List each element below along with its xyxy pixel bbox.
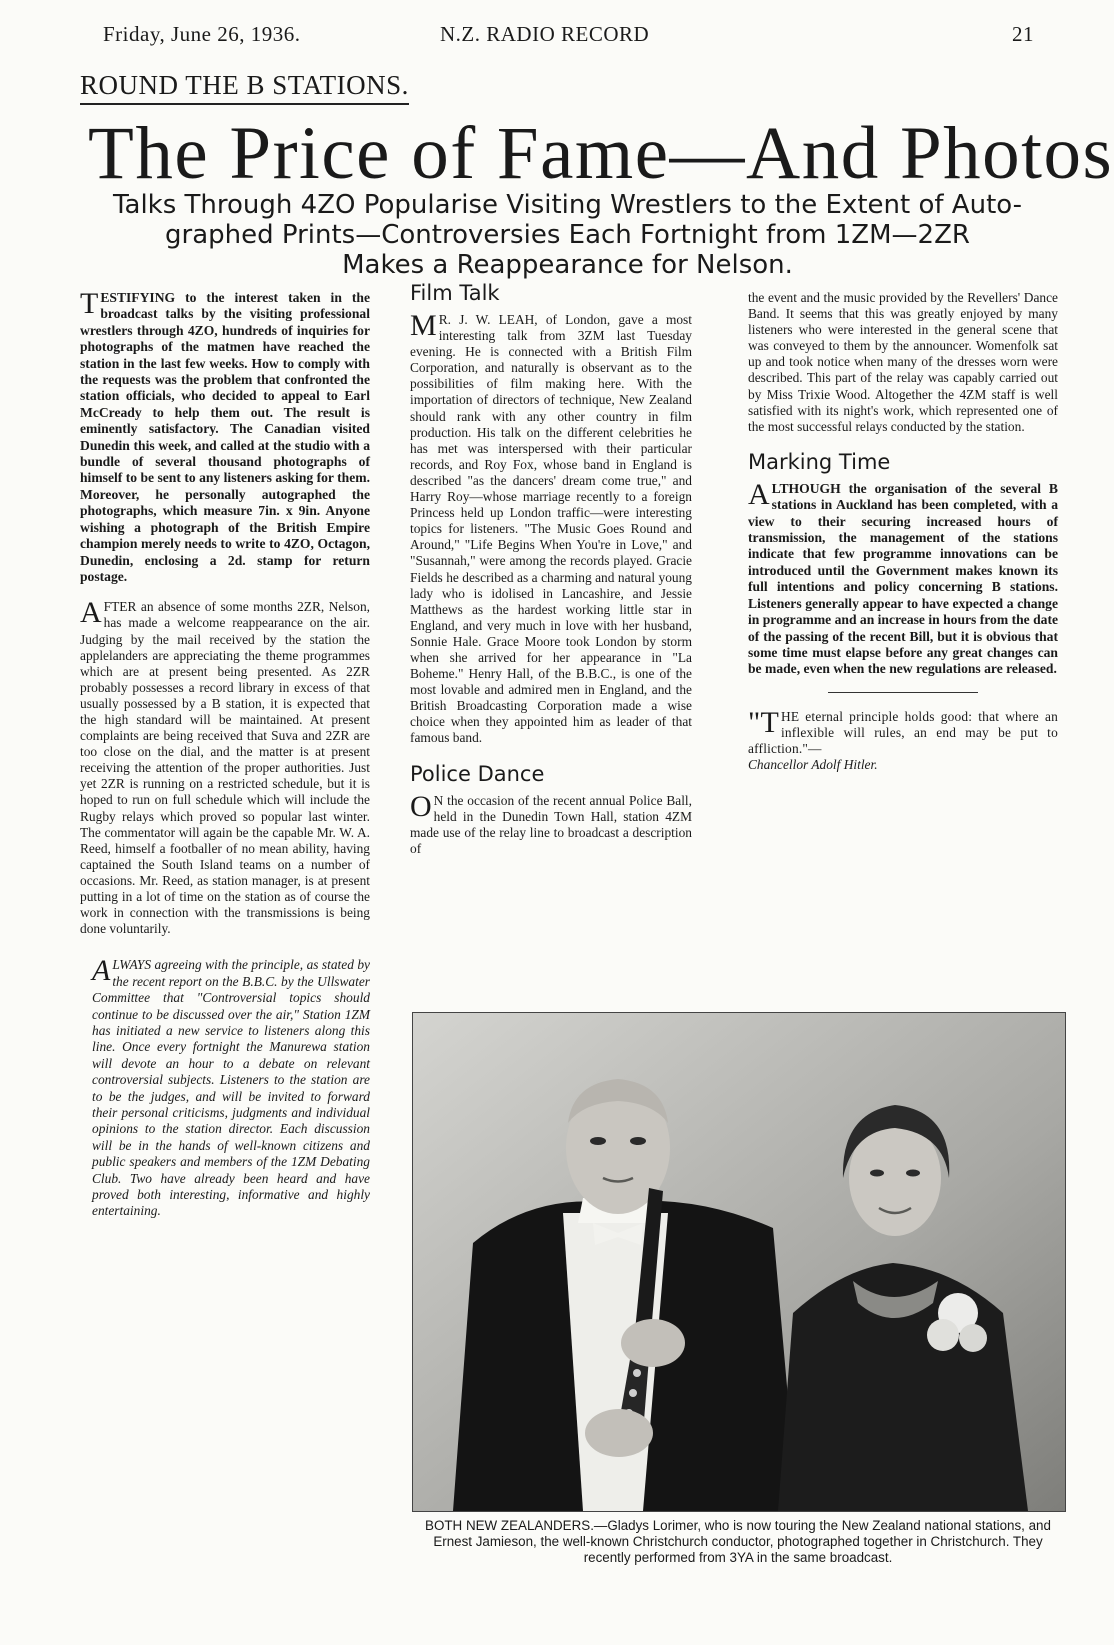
deck-line: Talks Through 4ZO Popularise Visiting Wrestlers to the Extent of Auto-	[112, 190, 1023, 220]
quote-attribution: Chancellor Adolf Hitler.	[748, 757, 878, 772]
quote-text: "THE eternal principle holds good: that where an inflexible will rules, an end may be put to affliction."—	[748, 705, 1058, 756]
issue-date: Friday, June 26, 1936.	[103, 22, 301, 46]
page-number: 21	[1012, 22, 1034, 46]
deck-line: Makes a Reappearance for Nelson.	[342, 250, 793, 280]
running-header	[0, 18, 1114, 58]
wrestlers-paragraph: TESTIFYING to the interest taken in the broadcast talks by the visiting professional wrestlers through 4ZO, hundreds of inquiries for photographs of the matmen have reached the station in the last few weeks. How to comply with the requests was the problem that confronted the station officials, who decided to appeal to Earl McCready to help them out. The result is eminently satisfactory. The Canadian visited Dunedin this week, and called at the studio with a bundle of several thousand photographs of himself to be sent to any listeners asking for them. Moreover, he personally autographed the photographs, which measure 7in. x 9in. Anyone wishing a photograph of the British Empire champion merely needs to write to 4ZO, Octagon, Dunedin, enclosing a 2d. stamp for return postage.	[80, 287, 370, 584]
nelson-paragraph: AFTER an absence of some months 2ZR, Nelson, has made a welcome reappearance on the air. Judging by the mail received by the station the applelanders are appreciating the theme programmes which are at present being presented. As 2ZR probably possesses a record library in excess of that usually possessed by a B station, it is expected that the high standard will be maintained. At present complaints are being received that Suva and 2ZR are too close on the dial, and the matter is at present receiving the attention of the proper authorities. Just yet 2ZR is running on a restricted schedule, but it is hoped to run on full schedule which will include the Rugby relays which proved so popular last winter. The commentator will again be the capable Mr. W. A. Reed, himself a footballer of no mean ability, having captained the South Island teams on a number of occasions. Mr. Reed, as station manager, is at present putting in a lot of time on the station as of course the work in connection with the transmissions is being done voluntarily.	[80, 596, 370, 937]
police-dance-continued: the event and the music provided by the Revellers' Dance Band. It seems that this was greatly enjoyed by many listeners who were interested in the general scene that was conveyed to them by the announcer. Womenfolk sat up and took notice when many of the dresses worn were described. This part of the relay was capably carried out by Miss Trixie Wood. Altogether the 4ZM staff is well satisfied with its night's work, which represented one of the most successful relays conducted by the station.	[748, 290, 1058, 434]
photograph	[412, 1012, 1066, 1512]
column-2	[410, 280, 692, 857]
photo-illustration	[413, 1013, 1065, 1511]
police-dance-paragraph: ON the occasion of the recent annual Police Ball, held in the Dunedin Town Hall, station 4ZM made use of the relay line to broadcast a description of	[410, 789, 692, 856]
masthead: N.Z. RADIO RECORD	[440, 22, 650, 46]
photo-caption: BOTH NEW ZEALANDERS.—Gladys Lorimer, who is now touring the New Zealand national stations, and Ernest Jamieson, the well-known Christchurch conductor, photographed together in Christchurch. They recently performed from 3YA in the same broadcast.	[425, 1518, 1051, 1565]
deck-line: graphed Prints—Controversies Each Fortnight from 1ZM—2ZR	[165, 220, 970, 250]
section-rule	[828, 692, 978, 693]
column-1	[80, 287, 370, 1220]
police-dance-heading: Police Dance	[410, 761, 545, 786]
debates-paragraph: ALWAYS agreeing with the principle, as stated by the recent report on the B.B.C. by the Ullswater Committee that "Controversial topics should continue to be discussed over the air," Station 1ZM has initiated a new service to listeners along this line. Once every fortnight the Manurewa station will devote an hour to a debate on relevant controversial subjects. Listeners to the station are to be the judges, and will be invited to forward their personal criticisms, judgments and individual opinions to the station director. Each discussion will be in the hands of well-known citizens and public speakers and members of the 1ZM Debating Club. Two have already been heard and have proved both interesting, informative and highly entertaining.	[92, 954, 370, 1219]
film-talk-heading: Film Talk	[410, 281, 500, 305]
film-talk-paragraph: MR. J. W. LEAH, of London, gave a most interesting talk from 3ZM last Tuesday evening. He is connected with a British Film Corporation, and naturally is observant as to the possibilities of film making here. With the importation of directors of technique, New Zealand should rank with any other country in film production. His talk on the different celebrities he has met was interspersed with their particular records, and Roy Fox, whose band in England is described "as the dancers' dream come true," and Harry Roy—whose marriage recently to a foreign Princess held up London traffic—were interesting topics for listeners. "The Music Goes Round and Around," "Life Begins When You're in Love," and "Susannah," were among the records played. Gracie Fields he described as a charming and natural young lady who is idolised in Lancashire, and Jessie Matthews as the hardest working little star in England, and very much in love with her husband, Sonnie Hale. Grace Moore took London by storm when she arrived for her appearance in "La Boheme." Henry Hall, of the B.B.C., is one of the most lovable and admired men in England, and the British Broadcasting Corporation made a wise choice when they appointed him as leader of that famous band.	[410, 309, 692, 746]
deck	[80, 190, 1055, 280]
headline: The Price of Fame—And Photos	[88, 112, 1114, 195]
section-kicker: ROUND THE B STATIONS.	[80, 70, 409, 105]
marking-time-paragraph: ALTHOUGH the organisation of the several B stations in Auckland has been completed, with a view to their securing increased hours of transmission, the management of the stations indicate that few programme innovations can be introduced until the Government makes known its full intentions and policy concerning B stations. Listeners generally appear to have expected a change in programme and an increase in hours from the date of the passing of the recent Bill, but it is obvious that some time must elapse before any great changes can be made, even when the new regulations are released.	[748, 477, 1059, 677]
column-3	[748, 290, 1058, 773]
marking-time-heading: Marking Time	[748, 449, 891, 474]
